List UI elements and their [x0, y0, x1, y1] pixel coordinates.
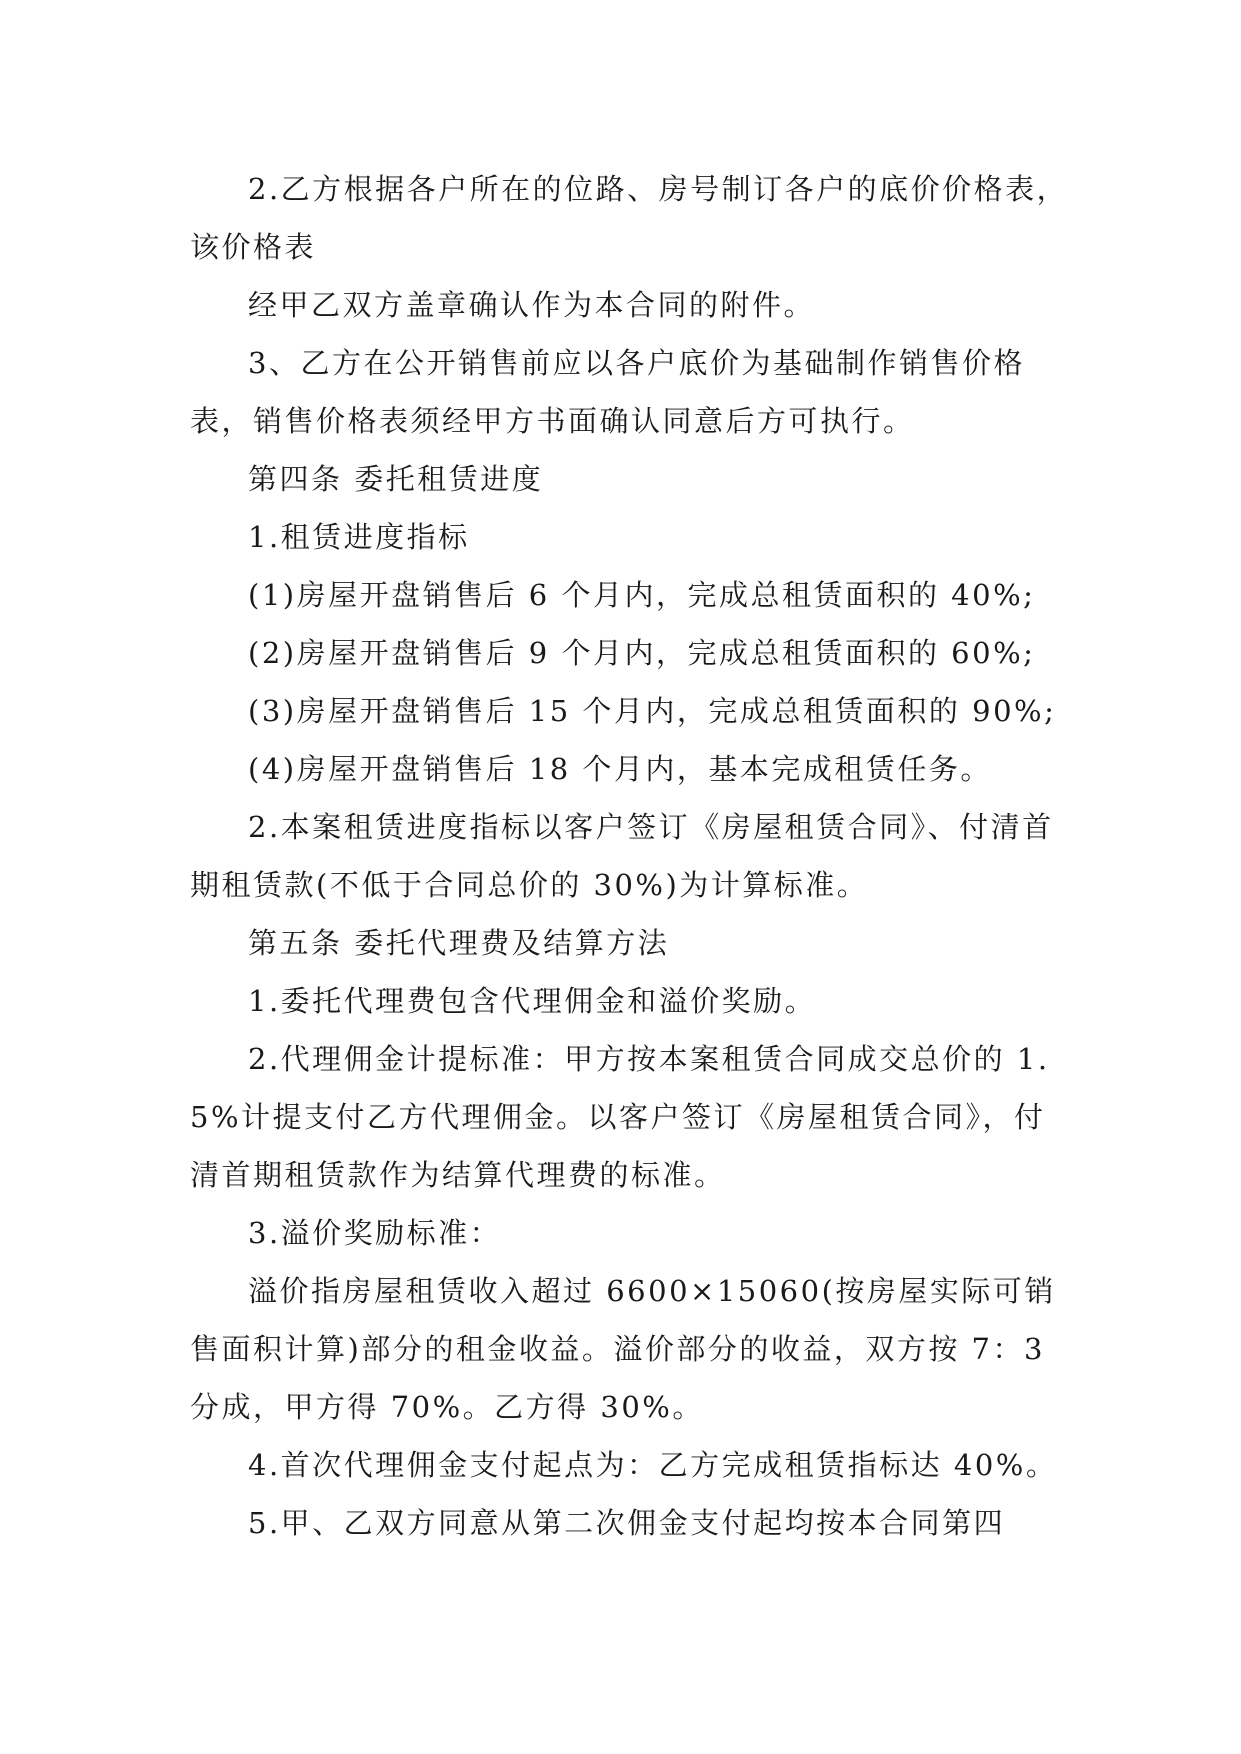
paragraph-premium-reward-heading: 3.溢价奖励标准： [248, 1216, 502, 1250]
paragraph-subsequent-commission: 5.甲、乙双方同意从第二次佣金支付起均按本合同第四 [248, 1506, 1006, 1540]
target-item-1: (1)房屋开盘销售后 6 个月内，完成总租赁面积的 40%; [248, 578, 1036, 612]
paragraph-sales-price-table: 3、乙方在公开销售前应以各户底价为基础制作销售价格表，销售价格表须经甲方书面确认同意后方可执行。 [190, 346, 1025, 438]
paragraph-agency-fee-components: 1.委托代理费包含代理佣金和溢价奖励。 [248, 984, 817, 1018]
paragraph-premium-definition: 溢价指房屋租赁收入超过 6600×15060(按房屋实际可销售面积计算)部分的租金收益。溢价部分的收益，双方按 7：3 分成，甲方得 70%。乙方得 30%。 [190, 1274, 1056, 1424]
target-item-3: (3)房屋开盘销售后 15 个月内，完成总租赁面积的 90%; [248, 694, 1057, 728]
article-4-heading: 第四条 委托租赁进度 [248, 462, 544, 496]
paragraph-first-commission: 4.首次代理佣金支付起点为：乙方完成租赁指标达 40%。 [248, 1448, 1058, 1482]
target-item-4: (4)房屋开盘销售后 18 个月内，基本完成租赁任务。 [248, 752, 992, 786]
paragraph-commission-standard: 2.代理佣金计提标准：甲方按本案租赁合同成交总价的 1.5%计提支付乙方代理佣金。以客户签订《房屋租赁合同》，付清首期租赁款作为结算代理费的标准。 [190, 1042, 1050, 1192]
paragraph-price-table-confirm: 经甲乙双方盖章确认作为本合同的附件。 [248, 288, 816, 322]
contract-body [190, 160, 1070, 1552]
paragraph-progress-standard: 2.本案租赁进度指标以客户签订《房屋租赁合同》、付清首期租赁款(不低于合同总价的 30%)为计算标准。 [190, 810, 1054, 902]
paragraph-price-table: 2.乙方根据各户所在的位路、房号制订各户的底价价格表，该价格表 [190, 172, 1069, 264]
article-5-heading: 第五条 委托代理费及结算方法 [248, 926, 670, 960]
target-item-2: (2)房屋开盘销售后 9 个月内，完成总租赁面积的 60%; [248, 636, 1036, 670]
paragraph-lease-progress-targets: 1.租赁进度指标 [248, 520, 470, 554]
